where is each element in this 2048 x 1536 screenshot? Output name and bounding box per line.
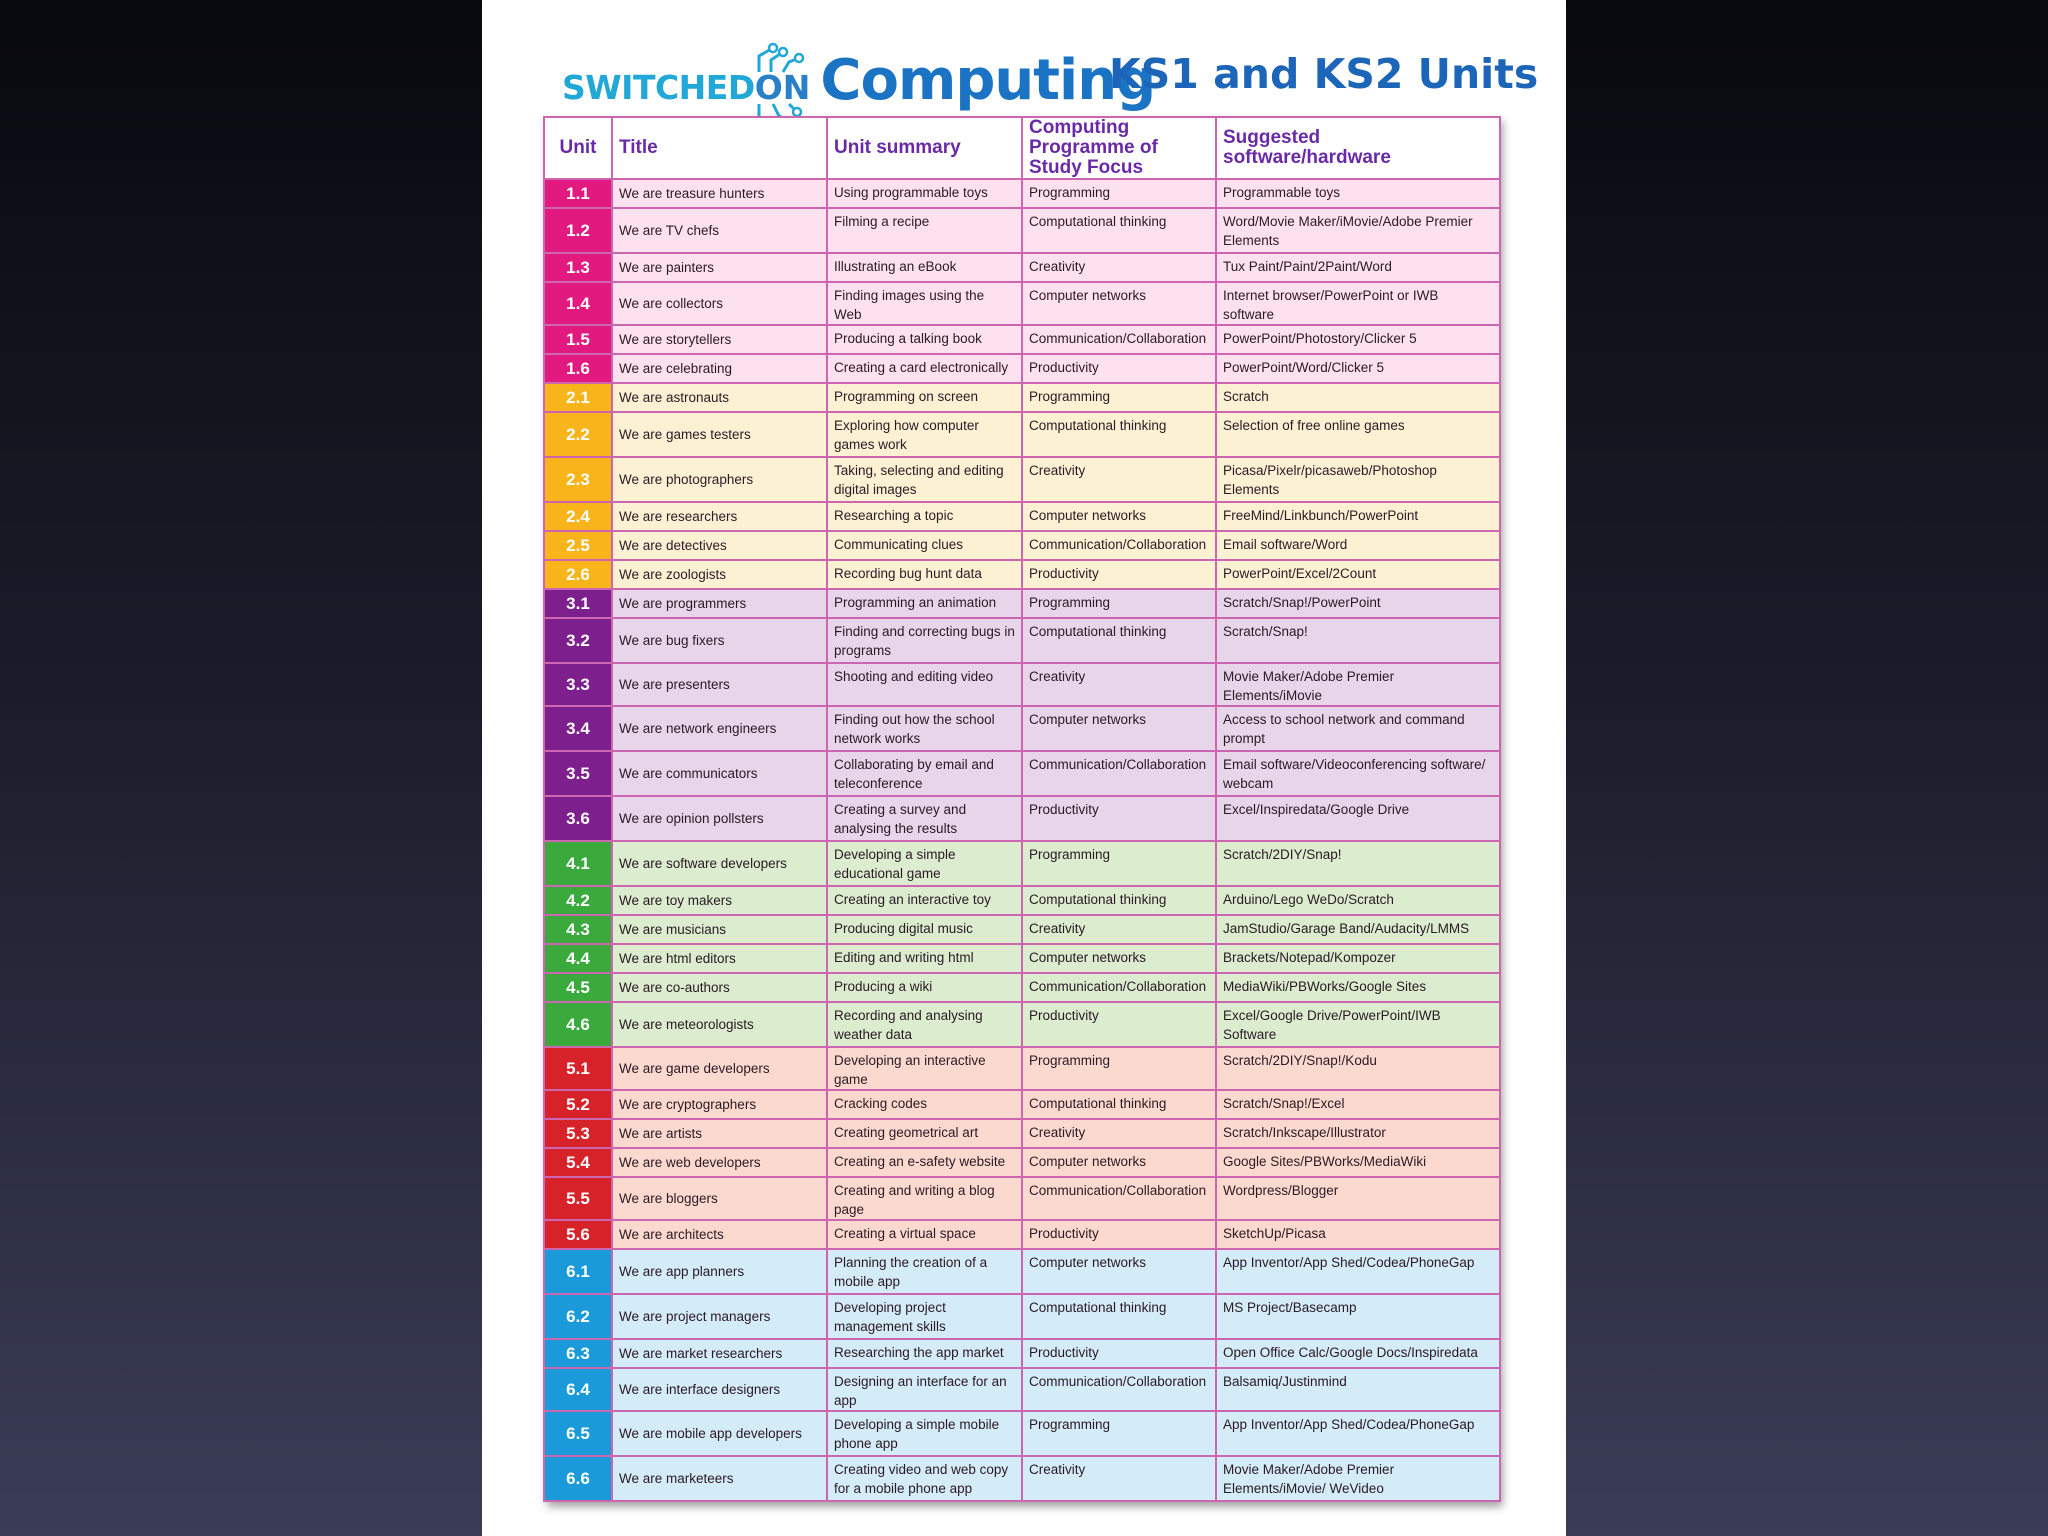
focus-cell: Productivity [1022,1002,1216,1047]
table-row [544,208,1500,253]
page-title: KS1 and KS2 Units [1109,50,1539,98]
unit-cell: 1.3 [544,253,612,282]
focus-cell: Computational thinking [1022,618,1216,663]
units-table [543,116,1501,1502]
unit-cell: 4.6 [544,1002,612,1047]
table-row [544,383,1500,412]
table-row [544,457,1500,502]
poster-header [562,26,1539,116]
software-cell: Excel/Inspiredata/Google Drive [1216,796,1500,841]
focus-cell: Computer networks [1022,1249,1216,1294]
focus-cell: Programming [1022,383,1216,412]
column-header-focus: Computing Programme of Study Focus [1022,117,1216,179]
unit-cell: 1.4 [544,282,612,325]
summary-cell: Creating a survey and analysing the results [827,796,1022,841]
unit-cell: 4.4 [544,944,612,973]
software-cell: MS Project/Basecamp [1216,1294,1500,1339]
focus-cell: Computer networks [1022,944,1216,973]
software-cell: Scratch/Snap! [1216,618,1500,663]
unit-cell: 3.4 [544,706,612,751]
summary-cell: Developing a simple educational game [827,841,1022,886]
table-row [544,886,1500,915]
focus-cell: Computational thinking [1022,1294,1216,1339]
unit-cell: 6.4 [544,1368,612,1411]
logo-computing-text: Computing [820,48,1156,113]
unit-cell: 5.5 [544,1177,612,1220]
title-cell: We are mobile app developers [612,1411,827,1456]
table-row [544,1368,1500,1411]
title-cell: We are communicators [612,751,827,796]
table-row [544,1177,1500,1220]
summary-cell: Taking, selecting and editing digital images [827,457,1022,502]
title-cell: We are celebrating [612,354,827,383]
title-cell: We are photographers [612,457,827,502]
switched-on-computing-logo [562,48,1155,113]
software-cell: App Inventor/App Shed/Codea/PhoneGap [1216,1411,1500,1456]
summary-cell: Creating a virtual space [827,1220,1022,1249]
table-row [544,706,1500,751]
summary-cell: Planning the creation of a mobile app [827,1249,1022,1294]
focus-cell: Productivity [1022,796,1216,841]
table-row [544,354,1500,383]
summary-cell: Producing digital music [827,915,1022,944]
summary-cell: Producing a wiki [827,973,1022,1002]
title-cell: We are project managers [612,1294,827,1339]
summary-cell: Finding images using the Web [827,282,1022,325]
focus-cell: Creativity [1022,253,1216,282]
focus-cell: Productivity [1022,560,1216,589]
summary-cell: Creating geometrical art [827,1119,1022,1148]
focus-cell: Computational thinking [1022,1090,1216,1119]
summary-cell: Cracking codes [827,1090,1022,1119]
unit-cell: 6.3 [544,1339,612,1368]
unit-cell: 2.5 [544,531,612,560]
table-header-row [544,117,1500,179]
title-cell: We are software developers [612,841,827,886]
software-cell: Email software/Videoconferencing software/ webcam [1216,751,1500,796]
title-cell: We are astronauts [612,383,827,412]
title-cell: We are bloggers [612,1177,827,1220]
table-row [544,531,1500,560]
summary-cell: Illustrating an eBook [827,253,1022,282]
software-cell: PowerPoint/Photostory/Clicker 5 [1216,325,1500,354]
software-cell: Movie Maker/Adobe Premier Elements/iMovie/ WeVideo [1216,1456,1500,1501]
unit-cell: 5.3 [544,1119,612,1148]
software-cell: Programmable toys [1216,179,1500,208]
table-row [544,253,1500,282]
summary-cell: Creating a card electronically [827,354,1022,383]
software-cell: JamStudio/Garage Band/Audacity/LMMS [1216,915,1500,944]
title-cell: We are web developers [612,1148,827,1177]
unit-cell: 6.6 [544,1456,612,1501]
title-cell: We are market researchers [612,1339,827,1368]
table-row [544,1148,1500,1177]
table-row [544,1002,1500,1047]
unit-cell: 5.4 [544,1148,612,1177]
summary-cell: Researching a topic [827,502,1022,531]
software-cell: Internet browser/PowerPoint or IWB software [1216,282,1500,325]
slide [482,0,1566,1536]
focus-cell: Computational thinking [1022,886,1216,915]
summary-cell: Recording and analysing weather data [827,1002,1022,1047]
title-cell: We are architects [612,1220,827,1249]
table-row [544,412,1500,457]
table-row [544,1339,1500,1368]
column-header-summary: Unit summary [827,117,1022,179]
summary-cell: Creating and writing a blog page [827,1177,1022,1220]
unit-cell: 3.2 [544,618,612,663]
title-cell: We are painters [612,253,827,282]
title-cell: We are detectives [612,531,827,560]
focus-cell: Creativity [1022,1456,1216,1501]
software-cell: Open Office Calc/Google Docs/Inspiredata [1216,1339,1500,1368]
table-row [544,841,1500,886]
summary-cell: Designing an interface for an app [827,1368,1022,1411]
table-row [544,618,1500,663]
focus-cell: Computational thinking [1022,412,1216,457]
unit-cell: 6.2 [544,1294,612,1339]
table-row [544,1411,1500,1456]
focus-cell: Creativity [1022,1119,1216,1148]
summary-cell: Shooting and editing video [827,663,1022,706]
summary-cell: Creating video and web copy for a mobile phone app [827,1456,1022,1501]
software-cell: Brackets/Notepad/Kompozer [1216,944,1500,973]
title-cell: We are app planners [612,1249,827,1294]
focus-cell: Programming [1022,589,1216,618]
table-row [544,282,1500,325]
focus-cell: Computer networks [1022,282,1216,325]
focus-cell: Communication/Collaboration [1022,325,1216,354]
software-cell: Excel/Google Drive/PowerPoint/IWB Software [1216,1002,1500,1047]
unit-cell: 2.3 [544,457,612,502]
table-row [544,1090,1500,1119]
table-row [544,751,1500,796]
table-row [544,973,1500,1002]
title-cell: We are network engineers [612,706,827,751]
table-row [544,1220,1500,1249]
unit-cell: 2.4 [544,502,612,531]
table-body [544,179,1500,1501]
software-cell: Arduino/Lego WeDo/Scratch [1216,886,1500,915]
unit-cell: 2.1 [544,383,612,412]
title-cell: We are toy makers [612,886,827,915]
summary-cell: Developing project management skills [827,1294,1022,1339]
table-row [544,1456,1500,1501]
title-cell: We are bug fixers [612,618,827,663]
summary-cell: Communicating clues [827,531,1022,560]
software-cell: Access to school network and command prompt [1216,706,1500,751]
title-cell: We are programmers [612,589,827,618]
software-cell: Scratch/Snap!/PowerPoint [1216,589,1500,618]
software-cell: SketchUp/Picasa [1216,1220,1500,1249]
unit-cell: 5.2 [544,1090,612,1119]
software-cell: FreeMind/Linkbunch/PowerPoint [1216,502,1500,531]
unit-cell: 4.2 [544,886,612,915]
focus-cell: Productivity [1022,1220,1216,1249]
unit-cell: 3.5 [544,751,612,796]
title-cell: We are musicians [612,915,827,944]
title-cell: We are TV chefs [612,208,827,253]
unit-cell: 1.1 [544,179,612,208]
summary-cell: Developing an interactive game [827,1047,1022,1090]
table-row [544,915,1500,944]
software-cell: PowerPoint/Excel/2Count [1216,560,1500,589]
logo-on-text [755,68,811,107]
focus-cell: Communication/Collaboration [1022,1177,1216,1220]
summary-cell: Exploring how computer games work [827,412,1022,457]
focus-cell: Computational thinking [1022,208,1216,253]
focus-cell: Programming [1022,179,1216,208]
table-row [544,502,1500,531]
focus-cell: Communication/Collaboration [1022,1368,1216,1411]
title-cell: We are games testers [612,412,827,457]
column-header-title: Title [612,117,827,179]
software-cell: Scratch/Inkscape/Illustrator [1216,1119,1500,1148]
unit-cell: 4.5 [544,973,612,1002]
summary-cell: Collaborating by email and teleconference [827,751,1022,796]
summary-cell: Programming on screen [827,383,1022,412]
table-row [544,944,1500,973]
table-row [544,1249,1500,1294]
title-cell: We are game developers [612,1047,827,1090]
unit-cell: 1.5 [544,325,612,354]
table-row [544,663,1500,706]
software-cell: Scratch/Snap!/Excel [1216,1090,1500,1119]
unit-cell: 1.6 [544,354,612,383]
unit-cell: 3.1 [544,589,612,618]
summary-cell: Finding out how the school network works [827,706,1022,751]
focus-cell: Computer networks [1022,1148,1216,1177]
table-row [544,1047,1500,1090]
software-cell: Scratch/2DIY/Snap! [1216,841,1500,886]
focus-cell: Creativity [1022,915,1216,944]
software-cell: Selection of free online games [1216,412,1500,457]
column-header-software: Suggested software/hardware [1216,117,1500,179]
software-cell: Google Sites/PBWorks/MediaWiki [1216,1148,1500,1177]
logo-on-label: ON [754,68,811,107]
software-cell: Picasa/Pixelr/picasaweb/Photoshop Elements [1216,457,1500,502]
summary-cell: Finding and correcting bugs in programs [827,618,1022,663]
table-row [544,796,1500,841]
focus-cell: Productivity [1022,354,1216,383]
table-row [544,179,1500,208]
focus-cell: Programming [1022,1047,1216,1090]
unit-cell: 3.3 [544,663,612,706]
focus-cell: Programming [1022,841,1216,886]
title-cell: We are treasure hunters [612,179,827,208]
focus-cell: Creativity [1022,663,1216,706]
unit-cell: 6.5 [544,1411,612,1456]
units-table-container [543,116,1499,1502]
summary-cell: Researching the app market [827,1339,1022,1368]
summary-cell: Recording bug hunt data [827,560,1022,589]
unit-cell: 2.6 [544,560,612,589]
software-cell: Scratch [1216,383,1500,412]
summary-cell: Editing and writing html [827,944,1022,973]
table-row [544,560,1500,589]
table-row [544,589,1500,618]
title-cell: We are collectors [612,282,827,325]
software-cell: Scratch/2DIY/Snap!/Kodu [1216,1047,1500,1090]
summary-cell: Programming an animation [827,589,1022,618]
unit-cell: 1.2 [544,208,612,253]
title-cell: We are researchers [612,502,827,531]
focus-cell: Programming [1022,1411,1216,1456]
summary-cell: Creating an interactive toy [827,886,1022,915]
title-cell: We are meteorologists [612,1002,827,1047]
software-cell: App Inventor/App Shed/Codea/PhoneGap [1216,1249,1500,1294]
focus-cell: Productivity [1022,1339,1216,1368]
software-cell: Email software/Word [1216,531,1500,560]
focus-cell: Communication/Collaboration [1022,751,1216,796]
unit-cell: 4.1 [544,841,612,886]
unit-cell: 4.3 [544,915,612,944]
unit-cell: 5.1 [544,1047,612,1090]
summary-cell: Using programmable toys [827,179,1022,208]
software-cell: Wordpress/Blogger [1216,1177,1500,1220]
title-cell: We are zoologists [612,560,827,589]
focus-cell: Computer networks [1022,502,1216,531]
summary-cell: Producing a talking book [827,325,1022,354]
software-cell: PowerPoint/Word/Clicker 5 [1216,354,1500,383]
table-row [544,1294,1500,1339]
software-cell: Movie Maker/Adobe Premier Elements/iMovie [1216,663,1500,706]
focus-cell: Creativity [1022,457,1216,502]
title-cell: We are cryptographers [612,1090,827,1119]
title-cell: We are artists [612,1119,827,1148]
summary-cell: Creating an e-safety website [827,1148,1022,1177]
unit-cell: 6.1 [544,1249,612,1294]
software-cell: MediaWiki/PBWorks/Google Sites [1216,973,1500,1002]
focus-cell: Communication/Collaboration [1022,531,1216,560]
summary-cell: Filming a recipe [827,208,1022,253]
title-cell: We are storytellers [612,325,827,354]
table-row [544,1119,1500,1148]
title-cell: We are presenters [612,663,827,706]
software-cell: Balsamiq/Justinmind [1216,1368,1500,1411]
unit-cell: 5.6 [544,1220,612,1249]
logo-switched-text: SWITCHED [562,68,755,107]
unit-cell: 2.2 [544,412,612,457]
title-cell: We are marketeers [612,1456,827,1501]
software-cell: Word/Movie Maker/iMovie/Adobe Premier Elements [1216,208,1500,253]
column-header-unit: Unit [544,117,612,179]
title-cell: We are co-authors [612,973,827,1002]
title-cell: We are opinion pollsters [612,796,827,841]
table-row [544,325,1500,354]
software-cell: Tux Paint/Paint/2Paint/Word [1216,253,1500,282]
title-cell: We are interface designers [612,1368,827,1411]
focus-cell: Communication/Collaboration [1022,973,1216,1002]
unit-cell: 3.6 [544,796,612,841]
focus-cell: Computer networks [1022,706,1216,751]
summary-cell: Developing a simple mobile phone app [827,1411,1022,1456]
title-cell: We are html editors [612,944,827,973]
